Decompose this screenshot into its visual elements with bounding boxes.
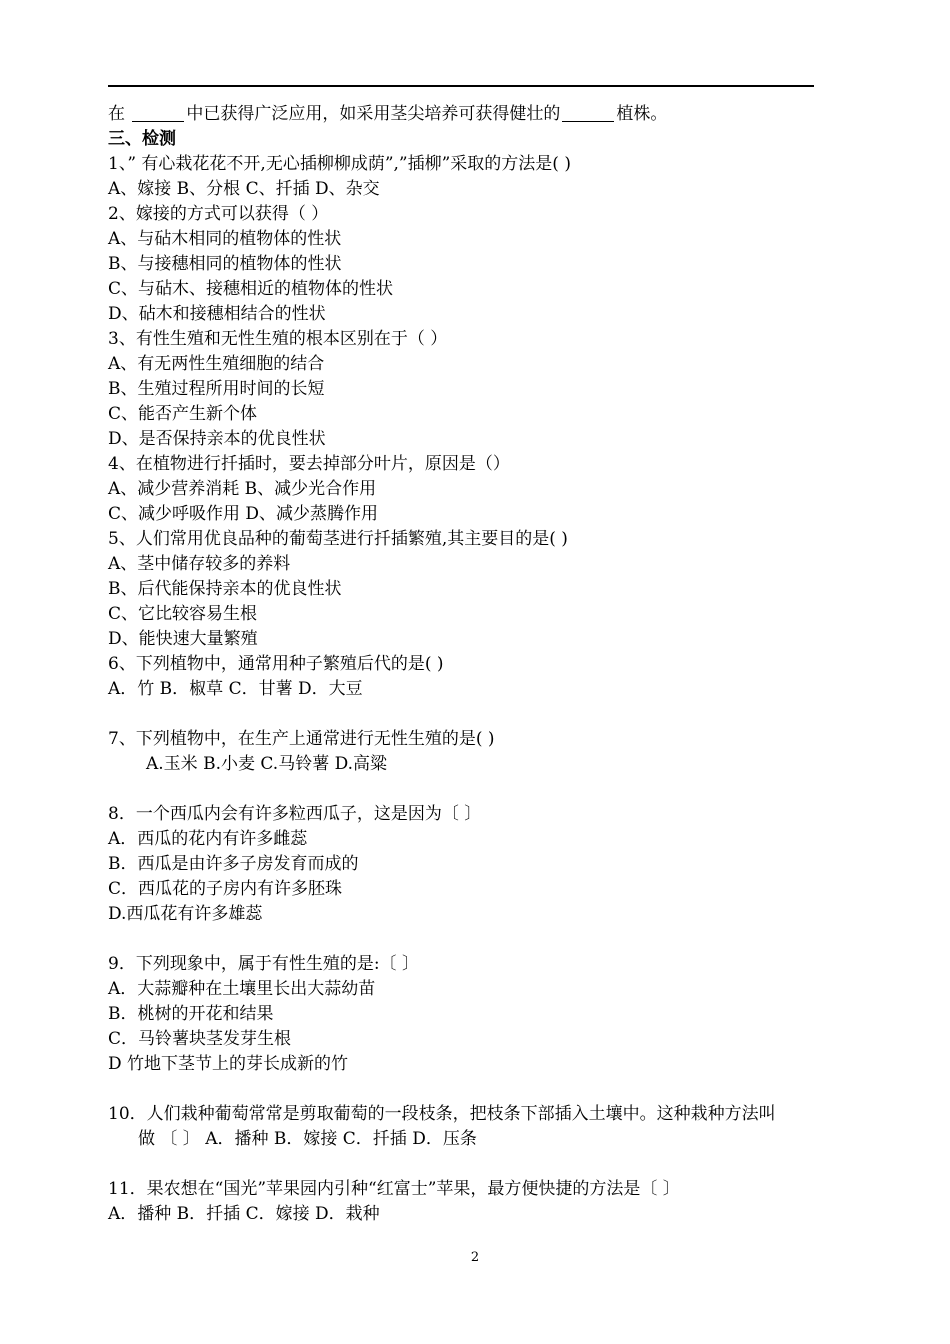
fill-blank-1 bbox=[132, 103, 184, 122]
intro-line bbox=[108, 102, 848, 127]
question-9-option-c: C．马铃薯块茎发芽生根 bbox=[108, 1029, 292, 1049]
question-9-option-d: D 竹地下茎节上的芽长成新的竹 bbox=[108, 1054, 349, 1074]
spacer bbox=[108, 1077, 848, 1102]
question-2: 2、嫁接的方式可以获得（ ） bbox=[108, 204, 329, 224]
question-11: 11．果农想在“国光”苹果园内引种“红富士”苹果，最方便快捷的方法是〔 〕 bbox=[108, 1179, 680, 1199]
question-10: 10．人们栽种葡萄常常是剪取葡萄的一段枝条，把枝条下部插入土壤中。这种栽种方法叫 bbox=[108, 1104, 776, 1124]
question-5-option-c: C、它比较容易生根 bbox=[108, 604, 258, 624]
question-6: 6、下列植物中，通常用种子繁殖后代的是( ) bbox=[108, 654, 444, 674]
question-9-option-b: B．桃树的开花和结果 bbox=[108, 1004, 274, 1024]
question-3-option-b: B、生殖过程所用时间的长短 bbox=[108, 379, 325, 399]
question-3: 3、有性生殖和无性生殖的根本区别在于（ ） bbox=[108, 329, 448, 349]
question-9: 9．下列现象中，属于有性生殖的是:〔 〕 bbox=[108, 954, 419, 974]
question-7: 7、下列植物中，在生产上通常进行无性生殖的是( ) bbox=[108, 729, 495, 749]
spacer bbox=[108, 1152, 848, 1177]
question-2-option-a: A、与砧木相同的植物体的性状 bbox=[108, 229, 342, 249]
question-5-option-d: D、能快速大量繁殖 bbox=[108, 629, 258, 649]
question-2-option-c: C、与砧木、接穗相近的植物体的性状 bbox=[108, 279, 394, 299]
question-5-option-a: A、茎中储存较多的养料 bbox=[108, 554, 291, 574]
question-3-option-d: D、是否保持亲本的优良性状 bbox=[108, 429, 326, 449]
intro-part1: 在 bbox=[108, 104, 131, 124]
question-4-options-cd: C、减少呼吸作用 D、减少蒸腾作用 bbox=[108, 504, 379, 524]
question-1-options: A、嫁接 B、分根 C、扦插 D、杂交 bbox=[108, 179, 380, 199]
top-rule bbox=[108, 85, 814, 87]
question-6-options: A．竹 B．椒草 C．甘薯 D．大豆 bbox=[108, 679, 363, 699]
question-5: 5、人们常用优良品种的葡萄茎进行扦插繁殖,其主要目的是( ) bbox=[108, 529, 568, 549]
spacer bbox=[108, 927, 848, 952]
question-8-option-d: D.西瓜花有许多雄蕊 bbox=[108, 904, 263, 924]
question-4-options-ab: A、减少营养消耗 B、减少光合作用 bbox=[108, 479, 377, 499]
spacer bbox=[108, 702, 848, 727]
page-number: 2 bbox=[470, 1250, 480, 1265]
question-5-option-b: B、后代能保持亲本的优良性状 bbox=[108, 579, 342, 599]
section-title: 三、检测 bbox=[108, 129, 176, 149]
intro-part2: 中已获得广泛应用，如采用茎尖培养可获得健壮的 bbox=[186, 104, 561, 124]
question-7-options: A.玉米 B.小麦 C.马铃薯 D.高粱 bbox=[146, 754, 388, 774]
question-3-option-c: C、能否产生新个体 bbox=[108, 404, 258, 424]
intro-part3: 植株。 bbox=[616, 104, 668, 124]
fill-blank-2 bbox=[562, 103, 614, 122]
question-2-option-d: D、砧木和接穗相结合的性状 bbox=[108, 304, 326, 324]
question-2-option-b: B、与接穗相同的植物体的性状 bbox=[108, 254, 342, 274]
document-body bbox=[108, 102, 848, 1227]
question-8-option-c: C．西瓜花的子房内有许多胚珠 bbox=[108, 879, 343, 899]
question-8: 8．一个西瓜内会有许多粒西瓜子，这是因为〔 〕 bbox=[108, 804, 482, 824]
question-1: 1、” 有心栽花花不开,无心插柳柳成荫”,”插柳”采取的方法是( ) bbox=[108, 154, 571, 174]
question-8-option-b: B．西瓜是由许多子房发育而成的 bbox=[108, 854, 359, 874]
question-11-options: A．播种 B．扦插 C．嫁接 D．栽种 bbox=[108, 1204, 380, 1224]
question-3-option-a: A、有无两性生殖细胞的结合 bbox=[108, 354, 325, 374]
question-10-options: 做 〔 〕 A．播种 B．嫁接 C．扦插 D．压条 bbox=[138, 1129, 477, 1149]
question-8-option-a: A．西瓜的花内有许多雌蕊 bbox=[108, 829, 308, 849]
question-4: 4、在植物进行扦插时，要去掉部分叶片，原因是（） bbox=[108, 454, 510, 474]
spacer bbox=[108, 777, 848, 802]
question-9-option-a: A．大蒜瓣种在土壤里长出大蒜幼苗 bbox=[108, 979, 376, 999]
